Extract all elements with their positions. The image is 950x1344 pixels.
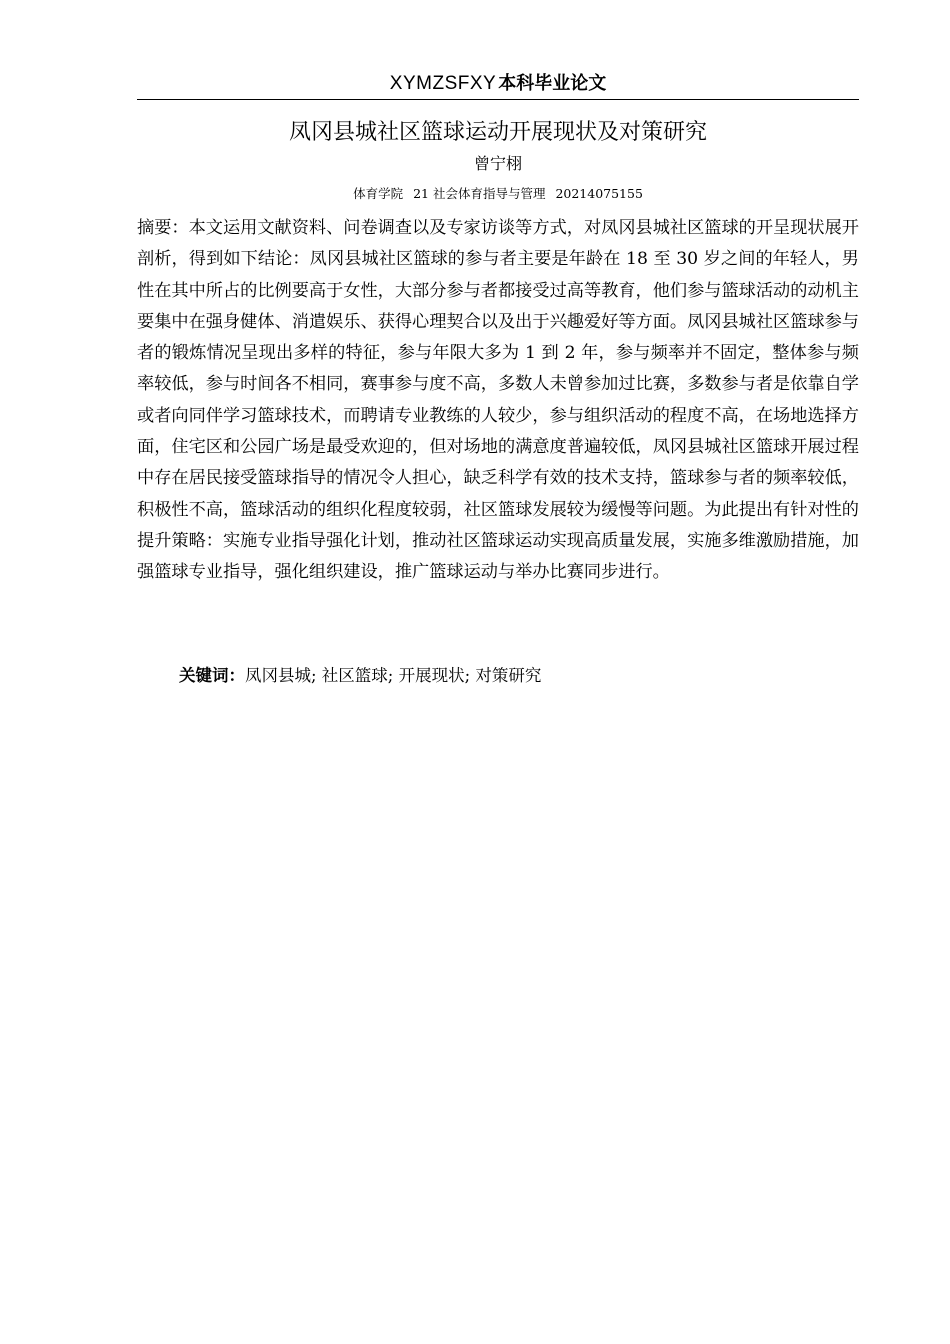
paper-title: 凤冈县城社区篮球运动开展现状及对策研究 [288,120,707,145]
keywords-label: 关键词： [179,666,245,685]
header-label: 本科毕业论文 [498,73,607,94]
affiliation-class: 21 社会体育指导与管理 [413,186,546,201]
affiliation-line [137,184,859,204]
header-rule [137,99,859,100]
running-header [137,68,859,99]
keywords-value: 凤冈县城; 社区篮球; 开展现状; 对策研究 [245,666,542,685]
affiliation-college: 体育学院 [353,186,404,201]
author-name: 曾宁栩 [473,154,522,173]
abstract-paragraph: 摘要：本文运用文献资料、问卷调查以及专家访谈等方式，对凤冈县城社区篮球的开呈现状展开剖析，得到如下结论：凤冈县城社区篮球的参与者主要是年龄在 18 至 30 岁之间的年轻人，男性在其中所占的比例要高于女性，大部分参与者都接受过高等教育，他们参与篮球活动的动机主要集中在强身健体、消遣娱乐、获得心理契合以及出于兴趣爱好等方面。凤冈县城社区篮球参与者的锻炼情况呈现出多样的特征，参与年限大多为 1 到 2 年，参与频率并不固定，整体参与频率较低，参与时间各不相同，赛事参与度不高，多数人未曾参加过比赛，多数参与者是依靠自学或者向同伴学习篮球技术，而聘请专业教练的人较少，参与组织活动的程度不高，在场地选择方面，住宅区和公园广场是最受欢迎的，但对场地的满意度普遍较低，凤冈县城社区篮球开展过程中存在居民接受篮球指导的情况令人担心，缺乏科学有效的技术支持，篮球参与者的频率较低，积极性不高，篮球活动的组织化程度较弱，社区篮球发展较为缓慢等问题。为此提出有针对性的提升策略：实施专业指导强化计划，推动社区篮球运动实现高质量发展，实施多维激励措施，加强篮球专业指导，强化组织建设，推广篮球运动与举办比赛同步进行。 [137,218,859,583]
affiliation-student-id: 20214075155 [555,186,643,201]
keywords-line [179,661,859,691]
header-code: XYMZSFXY [389,73,497,94]
